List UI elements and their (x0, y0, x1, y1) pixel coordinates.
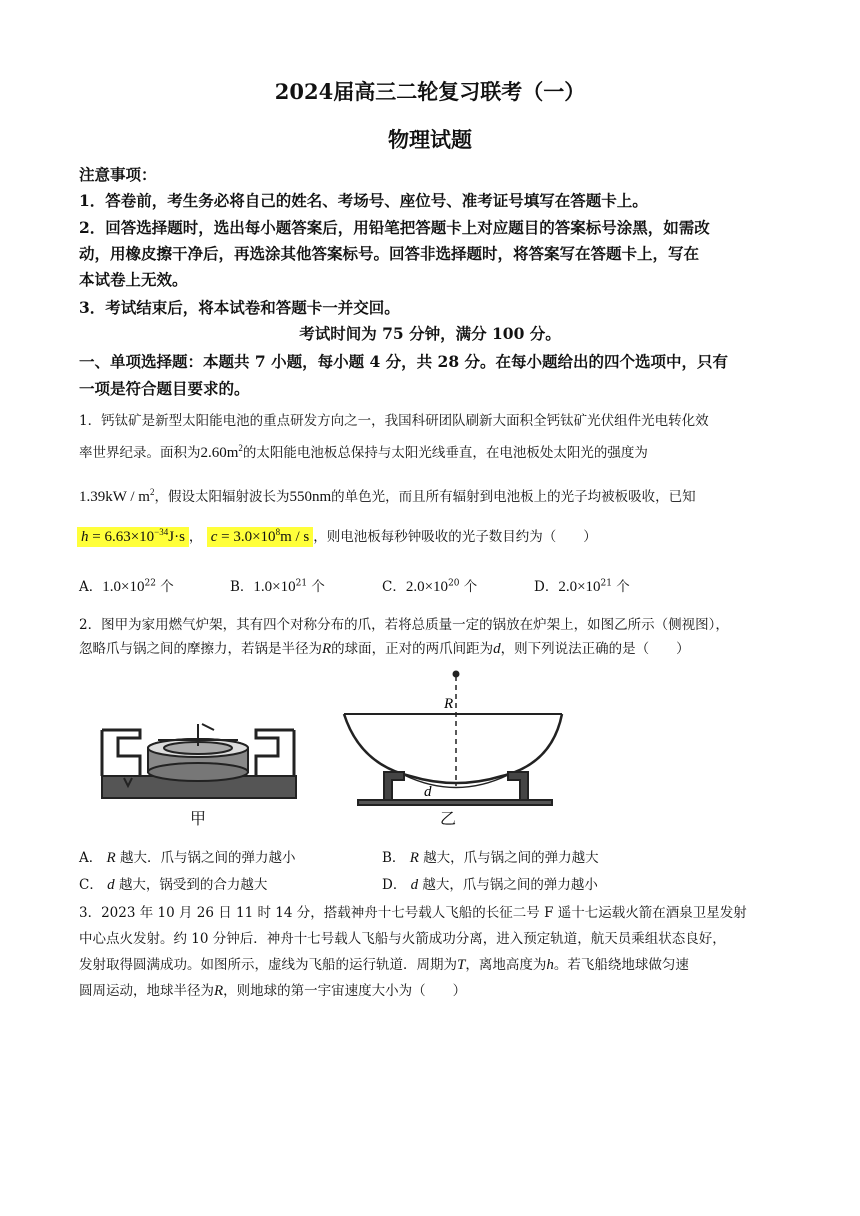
q2-option-d[interactable]: D． d 越大，爪与锅之间的弹力越小 (382, 877, 598, 893)
figure-a-caption: 甲 (190, 809, 207, 828)
q2-var-d: d (493, 641, 501, 657)
q3-line4: 圆周运动，地球半径为R，则地球的第一宇宙速度大小为（ ） (79, 983, 467, 999)
q3-var-t: T (457, 957, 466, 973)
q2-line1: 2．图甲为家用燃气炉架，其有四个对称分布的爪，若将总质量一定的锅放在炉架上，如图乙所示（侧视图）， (79, 617, 729, 633)
page-subtitle: 物理试题 (388, 127, 472, 152)
left-claw (384, 772, 404, 800)
notice-item-3: 3．考试结束后，将本试卷和答题卡一并交回。 (79, 298, 400, 317)
notice-item-1: 1．答卷前，考生务必将自己的姓名、考场号、座位号、准考证号填写在答题卡上。 (79, 191, 648, 210)
q1-text: ，则电池板每秒钟吸收的光子数目约为（ ） (313, 529, 597, 545)
q2-var-r: R (322, 641, 332, 657)
sphere-center-dot (454, 672, 459, 677)
q1-planck-constant: $h = 6.63\times 10^{-34}J\cdot s$ (77, 527, 189, 547)
q1-option-a[interactable]: A．$1.0\times 10^{22}$ 个 (79, 578, 174, 595)
q1-text: 的太阳能电池板总保持与太阳光线垂直，在电池板处太阳光的强度为 (242, 445, 648, 461)
q1-light-speed: $c = 3.0\times 10^8m / s$ (207, 527, 314, 547)
fig-label-r: R (444, 696, 454, 712)
q2-line2: 忽略爪与锅之间的摩擦力，若锅是半径为R的球面，正对的两爪间距为d，则下列说法正确的是（ ） (79, 641, 690, 657)
q3-var-h: h (546, 957, 554, 973)
exam-time: 考试时间为 75 分钟，满分 100 分。 (299, 324, 561, 343)
q3-line3: 发射取得圆满成功。如图所示，虚线为飞船的运行轨道．周期为T，离地高度为h。若飞船绕地球做匀速 (79, 957, 689, 973)
stove-left-claw (102, 730, 140, 776)
q1-line1: 1．钙钛矿是新型太阳能电池的重点研发方向之一，我国科研团队刷新大面积全钙钛矿光伏组件光电转化效 (79, 413, 709, 429)
notice-item-2-line1: 2．回答选择题时，选出每小题答案后，用铅笔把答题卡上对应题目的答案标号涂黑，如需改 (79, 218, 710, 237)
q3-var-r: R (214, 983, 224, 999)
q1-area: $2.60m^2$ (200, 443, 243, 461)
q2-option-c[interactable]: C． d 越大，锅受到的合力越大 (79, 877, 268, 893)
q1-line4: $h = 6.63\times 10^{-34}J\cdot s$ ， $c = 3.0\times 10^8m / s$ ，则电池板每秒钟吸收的光子数目约为（ ） (77, 525, 597, 546)
q1-text: ，假设太阳辐射波长为 (154, 489, 290, 505)
section-heading-line1: 一、单项选择题：本题共 7 小题，每小题 4 分，共 28 分。在每小题给出的四个选项中，只有 (79, 352, 729, 371)
figure-pot-side-view (340, 668, 570, 810)
q2-option-b[interactable]: B． R 越大，爪与锅之间的弹力越大 (382, 850, 599, 866)
q3-line1: 3．2023 年 10 月 26 日 11 时 14 分，搭载神舟十七号载人飞船的长征二号 F 遥十七运载火箭在酒泉卫星发射 (79, 905, 747, 921)
right-claw (508, 772, 528, 800)
notice-item-2-line3: 本试卷上无效。 (79, 270, 188, 289)
fig-label-d: d (424, 784, 432, 800)
q1-line2 (79, 441, 648, 462)
notice-heading: 注意事项： (79, 165, 157, 184)
stove-plate (358, 800, 552, 805)
q1-option-c[interactable]: C．$2.0\times 10^{20}$ 个 (382, 578, 478, 595)
pot-bowl (344, 714, 562, 783)
q1-line3 (79, 485, 696, 506)
figure-b-caption: 乙 (440, 809, 457, 828)
stove-right-claw (256, 730, 294, 776)
q1-option-d[interactable]: D．$2.0\times 10^{21}$ 个 (534, 578, 630, 595)
notice-item-2-line2: 动，用橡皮擦干净后，再选涂其他答案标号。回答非选择题时，将答案写在答题卡上，写在 (79, 244, 700, 263)
q1-wavelength: 550nm (289, 489, 332, 505)
section-heading-line2: 一项是符合题目要求的。 (79, 379, 250, 398)
q2-option-a[interactable]: A． R 越大．爪与锅之间的弹力越小 (79, 850, 296, 866)
q1-text: 率世界纪录。面积为 (79, 445, 201, 461)
q1-option-b[interactable]: B．$1.0\times 10^{21}$ 个 (230, 578, 325, 595)
q3-line2: 中心点火发射。约 10 分钟后．神舟十七号载人飞船与火箭成功分离，进入预定轨道，航天员乘组状态良好， (79, 931, 726, 947)
page-title: 2024届高三二轮复习联考（一） (274, 79, 586, 104)
q1-intensity: $1.39kW / m^2$ (79, 487, 155, 505)
q1-text: 的单色光，而且所有辐射到电池板上的光子均被板吸收，已知 (331, 489, 696, 505)
